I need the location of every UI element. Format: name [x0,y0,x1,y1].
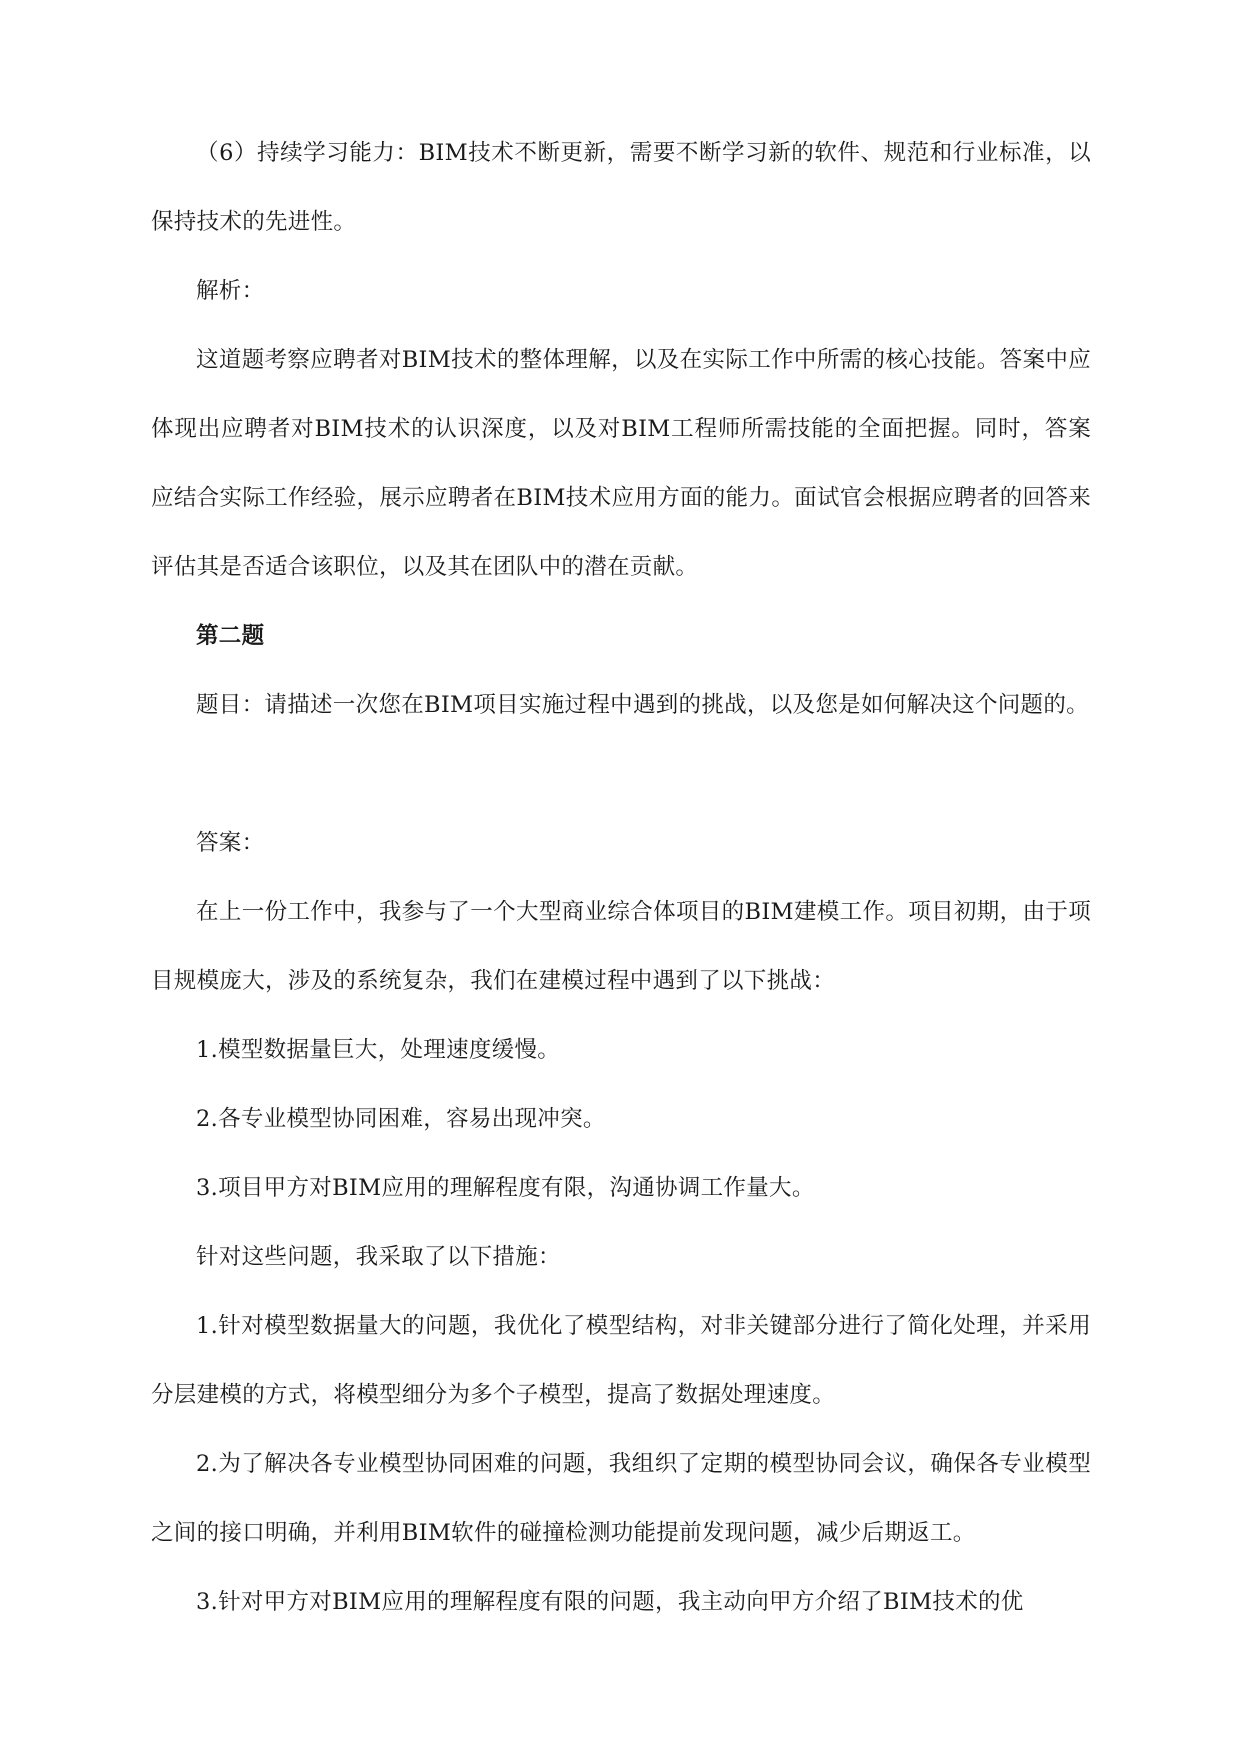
list-item-challenge-3: 3.项目甲方对BIM应用的理解程度有限，沟通协调工作量大。 [196,1175,815,1201]
paragraph-answer-label: 答案： [196,830,265,856]
list-item-challenge-1: 1.模型数据量巨大，处理速度缓慢。 [196,1037,561,1063]
list-item-measure-3: 3.针对甲方对BIM应用的理解程度有限的问题，我主动向甲方介绍了BIM技术的优 [196,1589,1024,1615]
list-item-measure-2: 2.为了解决各专业模型协同困难的问题，我组织了定期的模型协同会议，确保各专业模型之间的接口明确，并利用BIM软件的碰撞检测功能提前发现问题，减少后期返工。 [151,1451,1091,1546]
list-item-challenge-2: 2.各专业模型协同困难，容易出现冲突。 [196,1106,606,1132]
paragraph-measures-intro: 针对这些问题，我采取了以下措施： [196,1244,561,1270]
section-heading-question-two: 第二题 [196,623,265,649]
paragraph-answer-intro: 在上一份工作中，我参与了一个大型商业综合体项目的BIM建模工作。项目初期，由于项目规模庞大，涉及的系统复杂，我们在建模过程中遇到了以下挑战： [151,899,1091,994]
paragraph-question-prompt: 题目：请描述一次您在BIM项目实施过程中遇到的挑战，以及您是如何解决这个问题的。 [196,692,1089,718]
paragraph-analysis-body: 这道题考察应聘者对BIM技术的整体理解，以及在实际工作中所需的核心技能。答案中应体现出应聘者对BIM技术的认识深度，以及对BIM工程师所需技能的全面把握。同时，答案应结合实际工作经验，展示应聘者在BIM技术应用方面的能力。面试官会根据应聘者的回答来评估其是否适合该职位，以及其在团队中的潜在贡献。 [151,347,1091,580]
list-item-measure-1: 1.针对模型数据量大的问题，我优化了模型结构，对非关键部分进行了简化处理，并采用分层建模的方式，将模型细分为多个子模型，提高了数据处理速度。 [151,1313,1091,1408]
paragraph-analysis-label: 解析： [196,278,265,304]
paragraph-continuous-learning: （6）持续学习能力：BIM技术不断更新，需要不断学习新的软件、规范和行业标准，以保持技术的先进性。 [151,140,1091,235]
